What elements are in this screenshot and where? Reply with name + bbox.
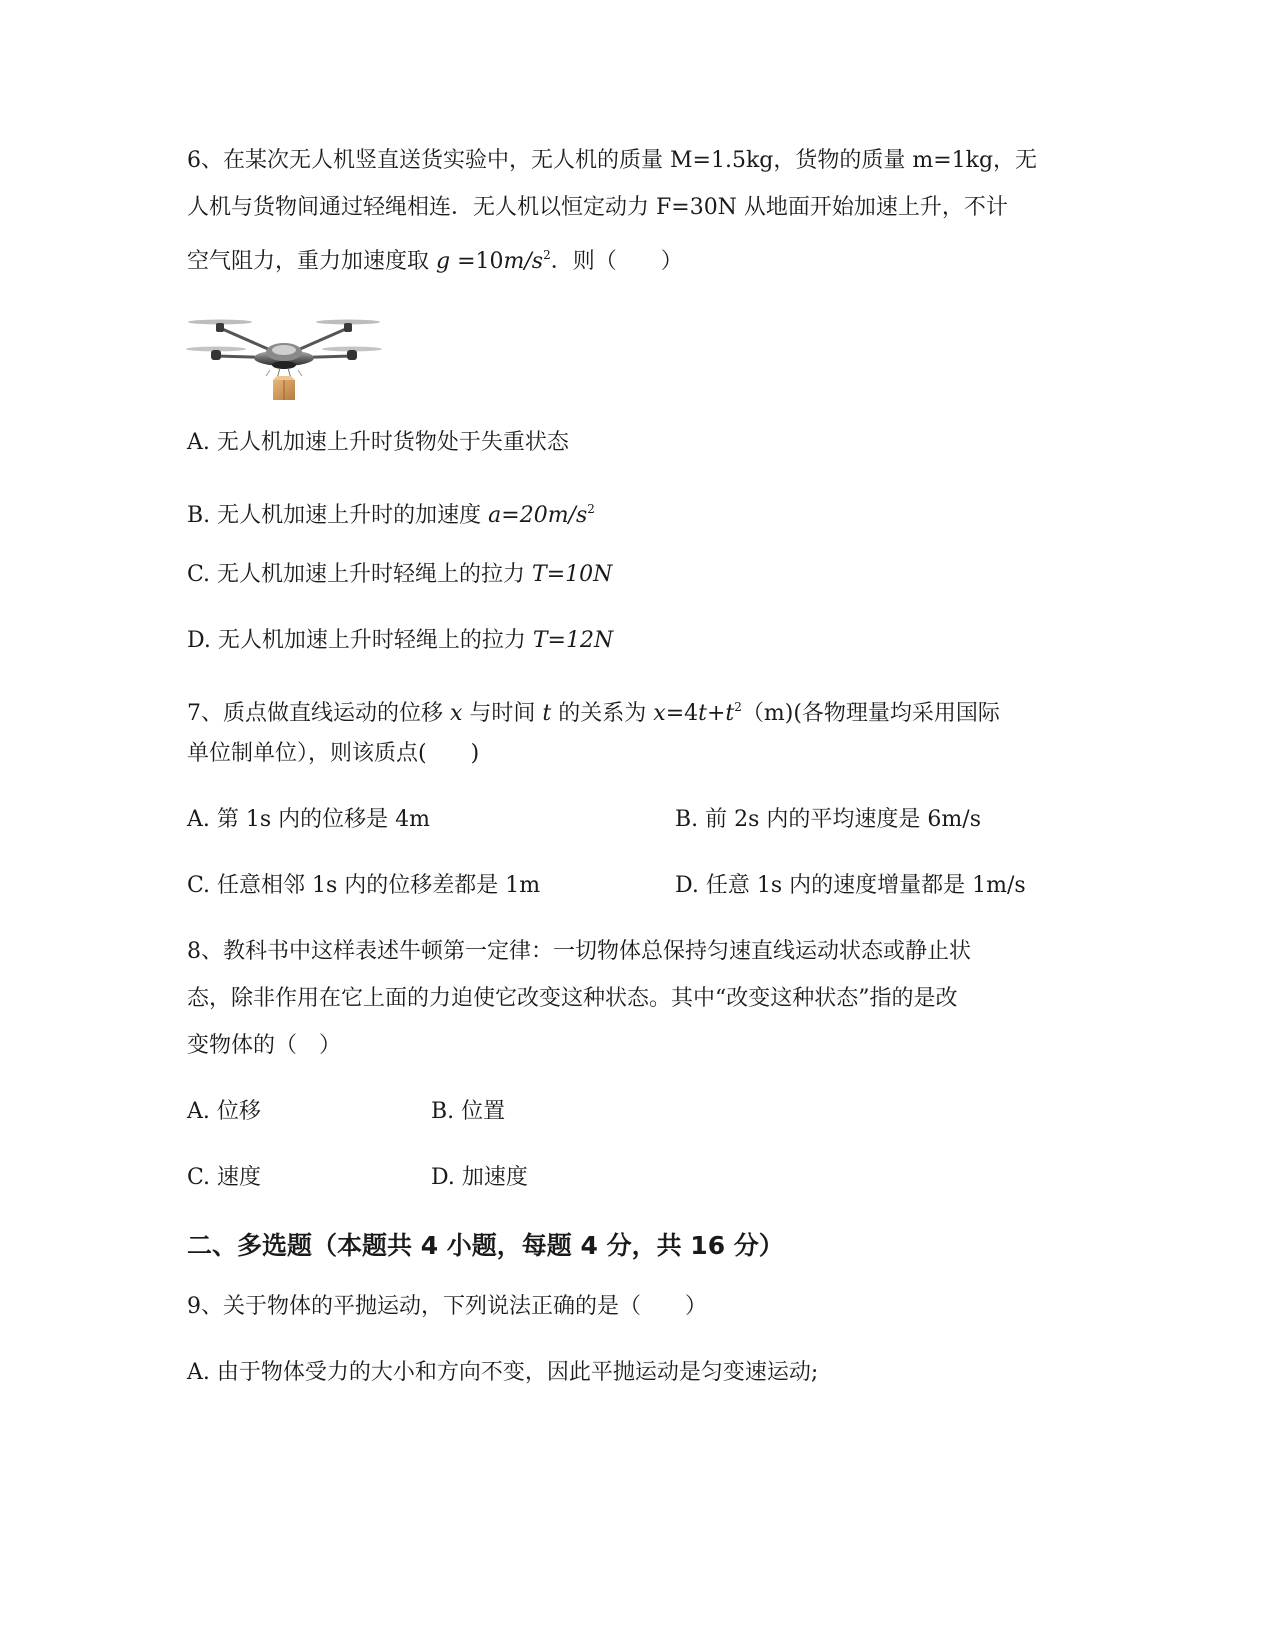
q6-option-d-text: D. 无人机加速上升时轻绳上的拉力 xyxy=(187,628,533,653)
q9-option-a: A. 由于物体受力的大小和方向不变，因此平抛运动是匀变速运动; xyxy=(187,1360,819,1385)
q6-line-1: 6、在某次无人机竖直送货实验中，无人机的质量 M=1.5kg，货物的质量 m=1kg，无 xyxy=(187,148,1038,173)
q7-formula-t1: t xyxy=(698,701,707,726)
q8-line-1: 8、教科书中这样表述牛顿第一定律：一切物体总保持匀速直线运动状态或静止状 xyxy=(187,939,971,964)
q8-line-2: 态，除非作用在它上面的力迫使它改变这种状态。其中“改变这种状态”指的是改 xyxy=(187,986,958,1011)
q8-option-b: B. 位置 xyxy=(431,1099,506,1124)
q7-option-c: C. 任意相邻 1s 内的位移差都是 1m xyxy=(187,873,541,898)
q6-option-b-exponent: 2 xyxy=(587,502,595,516)
q6-option-a: A. 无人机加速上升时货物处于失重状态 xyxy=(187,430,569,455)
q6-line-2: 人机与货物间通过轻绳相连．无人机以恒定动力 F=30N 从地面开始加速上升，不计 xyxy=(187,195,1008,220)
q7-formula-t2: t xyxy=(725,701,735,726)
q6-line-3-text: 空气阻力，重力加速度取 xyxy=(187,249,436,274)
q7-line-2: 单位制单位），则该质点( ) xyxy=(187,741,480,766)
q7-line-1-text: 7、质点做直线运动的位移 xyxy=(187,701,450,726)
q7-t-symbol: t xyxy=(542,701,552,726)
q6-line-3-end: ．则（ ） xyxy=(550,249,683,274)
q6-line-3 xyxy=(187,240,683,277)
q7-formula-x: x xyxy=(653,701,666,726)
q7-formula-exponent: 2 xyxy=(734,700,742,714)
drone-with-cargo-figure xyxy=(186,318,382,412)
q6-g-unit: m/s xyxy=(503,249,544,274)
q7-x-symbol: x xyxy=(450,701,463,726)
q8-option-c: C. 速度 xyxy=(187,1165,262,1190)
q6-option-b-text: B. 无人机加速上升时的加速度 xyxy=(187,503,489,528)
q7-option-d: D. 任意 1s 内的速度增量都是 1m/s xyxy=(675,873,1026,898)
q6-option-c-text: C. 无人机加速上升时轻绳上的拉力 xyxy=(187,562,533,587)
q6-option-c xyxy=(187,560,612,590)
q9-line-1: 9、关于物体的平抛运动，下列说法正确的是（ ） xyxy=(187,1294,707,1319)
q7-line-1-mid1: 与时间 xyxy=(462,701,543,726)
q6-g-value: =10 xyxy=(450,249,504,274)
q8-line-3: 变物体的（ ） xyxy=(187,1033,342,1058)
q7-option-b: B. 前 2s 内的平均速度是 6m/s xyxy=(675,807,981,832)
q6-option-c-formula: T=10N xyxy=(532,562,613,587)
q7-formula-plus: + xyxy=(706,701,726,726)
q6-g-exponent: 2 xyxy=(543,248,551,262)
q7-line-1-end: （m)(各物理量均采用国际 xyxy=(741,701,1000,726)
q7-line-1-mid2: 的关系为 xyxy=(551,701,654,726)
q7-option-a: A. 第 1s 内的位移是 4m xyxy=(187,807,430,832)
q6-option-b-formula: a=20m/s xyxy=(488,503,588,528)
q6-option-d-formula: T=12N xyxy=(532,628,614,653)
q6-option-d xyxy=(187,626,613,656)
q7-line-1 xyxy=(187,692,1000,729)
q7-formula-coef: =4 xyxy=(665,701,699,726)
q6-g-symbol: g xyxy=(436,249,451,274)
q8-option-a: A. 位移 xyxy=(187,1099,261,1124)
q6-option-b xyxy=(187,494,595,531)
section-heading-multiple-choice: 二、多选题（本题共 4 小题，每题 4 分，共 16 分） xyxy=(187,1231,784,1260)
q8-option-d: D. 加速度 xyxy=(431,1165,528,1190)
